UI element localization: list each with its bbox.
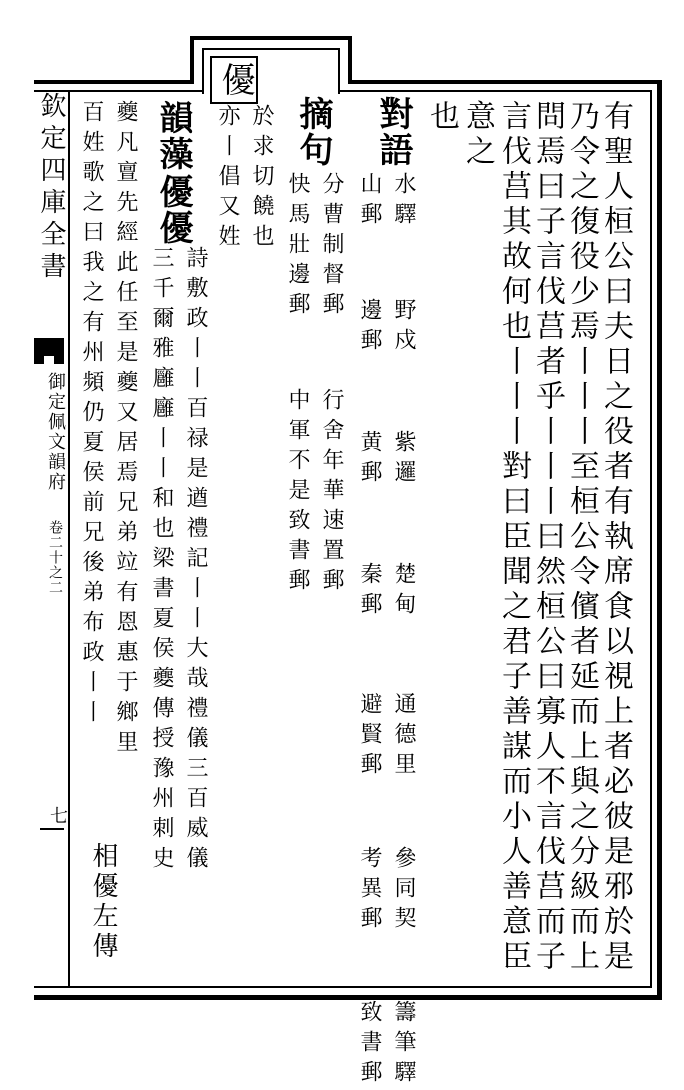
duiyu-term: 通德里	[391, 692, 416, 782]
duiyu-term: 楚甸	[391, 562, 416, 622]
zhaiju-label: 摘句	[293, 96, 333, 168]
text-column-6: 也	[424, 100, 459, 135]
duiyu-term: 邊郵	[357, 298, 382, 358]
duiyu-term: 籌筆驛	[391, 1000, 416, 1090]
text-column-1: 有聖人桓公曰夫日之役者有執席食以視上者必彼是邪於是	[598, 100, 633, 975]
zhaiju-phrase: 分曹制督郵	[319, 172, 344, 322]
zhaiju-phrase: 快馬壯邊郵	[285, 172, 310, 322]
fishtail-mark	[34, 338, 64, 364]
yunzao-headword: 優優	[153, 174, 193, 246]
yunzao-text-1: 詩敷政丨丨百禄是遒禮記丨丨大哉禮儀三百威儀	[183, 246, 208, 876]
duiyu-term: 致書郵	[357, 1000, 382, 1090]
yunzao-label: 韻藻	[153, 100, 193, 172]
yunzao-text-3: 夔凡亶先經此任至是夔又居焉兄弟竝有恩惠于鄉里	[113, 100, 138, 760]
zhaiju-phrase: 中軍不是致書郵	[285, 388, 310, 598]
book-subtitle: 御定佩文韻府	[45, 372, 66, 492]
duiyu-term: 考異郵	[357, 846, 382, 936]
text-column-3: 問焉曰子言伐莒者乎丨丨丨曰然桓公曰寡人不言伐莒而子	[530, 100, 565, 975]
text-column-2: 乃令之復役少焉丨丨丨至桓公令儐者延而上與之分級而上	[564, 100, 599, 975]
margin-divider	[68, 90, 70, 988]
yunzao-text-2: 三千爾雅廱廱丨丨和也梁書夏侯夔傳授豫州刺史	[149, 246, 174, 876]
duiyu-term: 黄郵	[357, 430, 382, 490]
book-title: 欽定四庫全書	[36, 92, 66, 284]
duiyu-term: 避賢郵	[357, 692, 382, 782]
duiyu-line-1	[390, 172, 416, 1090]
duiyu-line-2	[356, 172, 382, 1090]
duiyu-label: 對語	[373, 96, 413, 168]
duiyu-term: 紫邏	[391, 430, 416, 490]
you-rhyme: 於求切饒也	[249, 104, 274, 254]
zhaiju-phrase: 行舍年華速置郵	[319, 388, 344, 598]
head-char: 優	[215, 62, 255, 96]
text-column-4: 言伐莒其故何也丨丨丨對曰臣聞之君子善謀而小人善意臣	[496, 100, 531, 975]
page-number-rule	[40, 828, 64, 830]
duiyu-term: 水驛	[391, 172, 416, 232]
page-number: 七	[47, 806, 68, 824]
zhaiju-line-2	[284, 172, 310, 598]
duiyu-term: 參同契	[391, 846, 416, 936]
duiyu-term: 山郵	[357, 172, 382, 232]
duiyu-term: 秦郵	[357, 562, 382, 622]
text-column-5: 意之	[460, 100, 495, 170]
duiyu-term: 野戍	[391, 298, 416, 358]
yunzao-end: 相優左傳	[88, 842, 118, 962]
yunzao-text-4: 百姓歌之曰我之有州頻仍夏侯前兄後弟布政丨丨	[79, 100, 104, 730]
you-gloss: 亦丨倡又姓	[215, 104, 240, 254]
volume-label: 卷二十之二	[47, 520, 63, 595]
zhaiju-line-1	[318, 172, 344, 598]
